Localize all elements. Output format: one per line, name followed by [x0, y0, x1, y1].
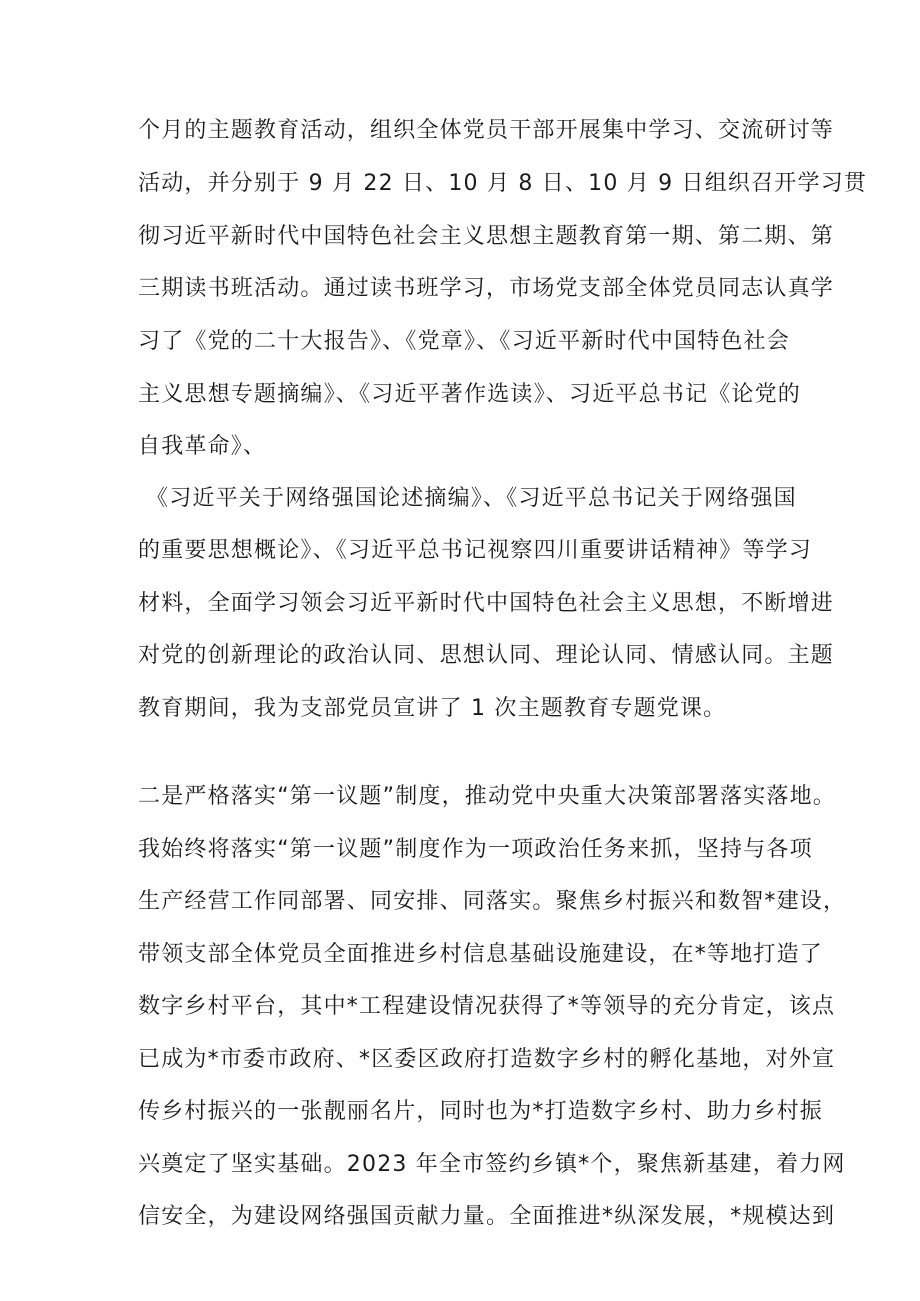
paragraph-2-line: 对党的创新理论的政治认同、思想认同、理论认同、情感认同。主题: [138, 643, 835, 668]
paragraph-3-line: 数字乡村平台，其中*工程建设情况获得了*等领导的充分肯定，该点: [138, 994, 836, 1019]
paragraph-1-line: 三期读书班活动。通过读书班学习，市场党支部全体党员同志认真学: [138, 276, 835, 301]
paragraph-1-line: 主义思想专题摘编》、《习近平著作选读》、习近平总书记《论党的: [138, 382, 802, 407]
paragraph-3-line: 已成为*市委市政府、*区委区政府打造数字乡村的孵化基地，对外宣: [138, 1047, 836, 1072]
paragraph-1-line: 自我革命》、: [138, 434, 267, 459]
paragraph-3-line: 带领支部全体党员全面推进乡村信息基础设施建设，在*等地打造了: [138, 942, 824, 967]
paragraph-1-line: 活动，并分别于 9 月 22 日、10 月 8 日、10 月 9 日组织召开学习贯: [138, 171, 868, 196]
paragraph-1-line: 习了《党的二十大报告》、《党章》、《习近平新时代中国特色社会: [138, 329, 791, 354]
paragraph-3-line: 兴奠定了坚实基础。2023 年全市签约乡镇*个，聚焦新基建，着力网: [138, 1152, 846, 1177]
paragraph-3-line: 二是严格落实“第一议题”制度，推动党中央重大决策部署落实落地。: [138, 784, 836, 809]
paragraph-2-line: 《习近平关于网络强国论述摘编》、《习近平总书记关于网络强国: [146, 486, 797, 511]
paragraph-1-line: 彻习近平新时代中国特色社会主义思想主题教育第一期、第二期、第: [138, 224, 835, 249]
paragraph-2-line: 的重要思想概论》、《习近平总书记视察四川重要讲话精神》等学习: [138, 538, 813, 563]
paragraph-2-line: 材料，全面学习领会习近平新时代中国特色社会主义思想，不断增进: [138, 591, 835, 616]
paragraph-1-line: 个月的主题教育活动，组织全体党员干部开展集中学习、交流研讨等: [138, 118, 835, 143]
paragraph-2-line: 教育期间，我为支部党员宣讲了 1 次主题教育专题党课。: [138, 696, 727, 721]
paragraph-3-line: 我始终将落实“第一议题”制度作为一项政治任务来抓，坚持与各项: [138, 837, 813, 862]
paragraph-3-line: 生产经营工作同部署、同安排、同落实。聚焦乡村振兴和数智*建设，: [138, 889, 847, 914]
paragraph-3-line: 传乡村振兴的一张靓丽名片，同时也为*打造数字乡村、助力乡村振: [138, 1099, 824, 1124]
paragraph-3-line: 信安全，为建设网络强国贡献力量。全面推进*纵深发展，*规模达到: [138, 1204, 836, 1229]
